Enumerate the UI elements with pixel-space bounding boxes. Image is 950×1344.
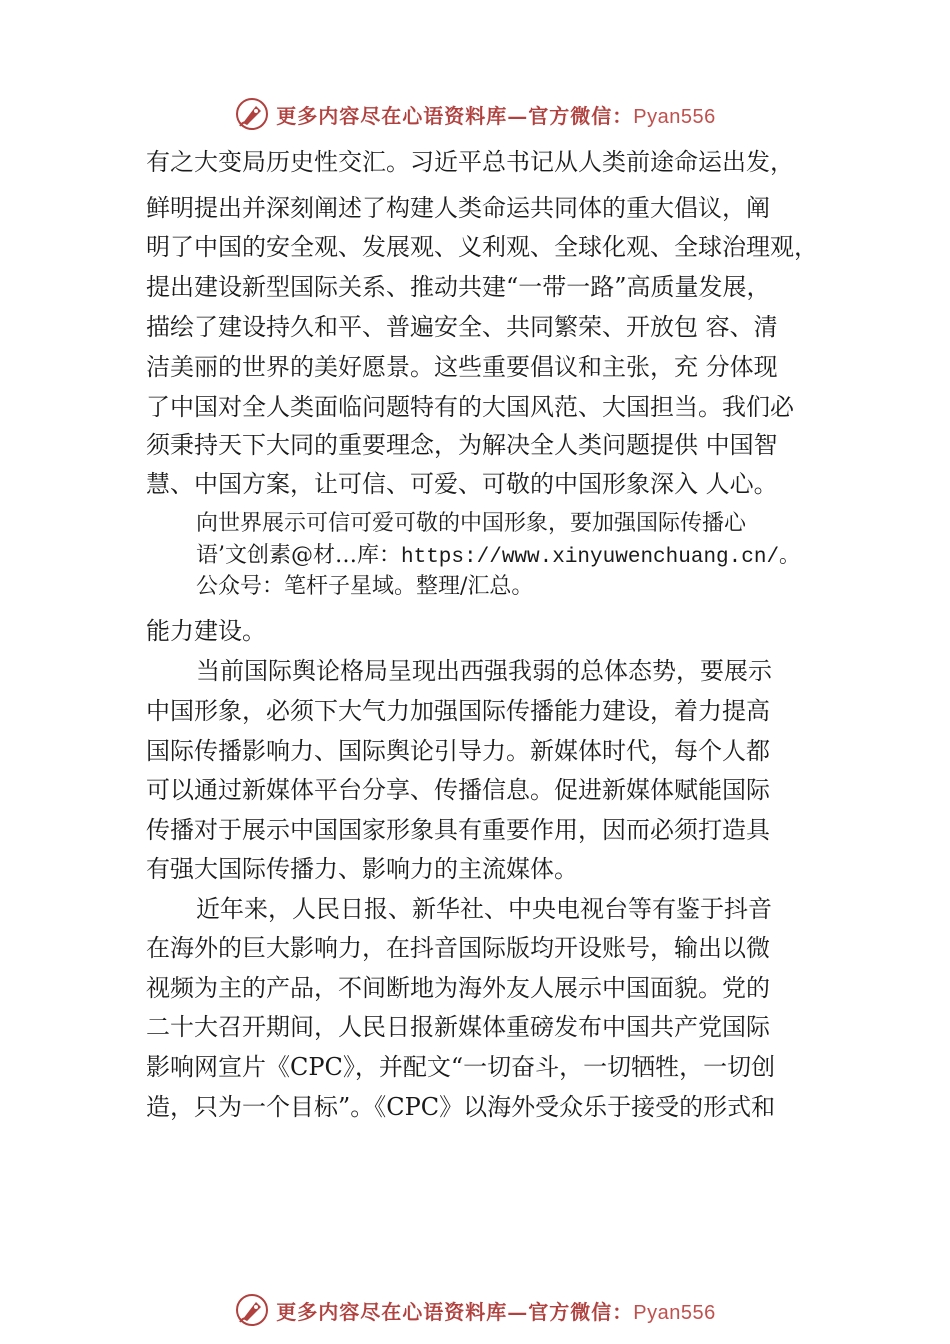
text-line: 了中国对全人类面临问题特有的大国风范、大国担当。我们必: [146, 393, 794, 421]
text-line: 近年来，人民日报、新华社、中央电视台等有鉴于抖音: [196, 895, 772, 923]
insert-url-link[interactable]: https://www.xinyuwenchuang.cn/。: [401, 546, 801, 569]
continuation-line: 能力建设。: [146, 617, 266, 645]
header-wechat-label: 官方微信：: [528, 103, 634, 128]
text-line: 描绘了建设持久和平、普遍安全、共同繁荣、开放包 容、清: [146, 313, 778, 341]
footer-account: Pyan556: [633, 1301, 716, 1324]
pen-nib-logo-icon: [234, 96, 270, 132]
footer-wechat-label: 官方微信：: [528, 1299, 634, 1324]
text-line: 国际传播影响力、国际舆论引导力。新媒体时代，每个人都: [146, 737, 770, 765]
text-line: 有之大变局历史性交汇。习近平总书记从人类前途命运出发，: [146, 148, 794, 176]
insert-line-2-prefix: 语’文创素@材…库：: [196, 543, 401, 568]
text-line: 当前国际舆论格局呈现出西强我弱的总体态势，要展示: [196, 657, 772, 685]
text-line: 在海外的巨大影响力，在抖音国际版均开设账号，输出以微: [146, 934, 770, 962]
text-line: 可以通过新媒体平台分享、传播信息。促进新媒体赋能国际: [146, 776, 770, 804]
text-line: 洁美丽的世界的美好愿景。这些重要倡议和主张，充 分体现: [146, 353, 778, 381]
pen-nib-logo-icon: [234, 1292, 270, 1328]
footer-dash: —: [507, 1299, 529, 1324]
header-account: Pyan556: [633, 105, 716, 128]
text-line: 传播对于展示中国国家形象具有重要作用，因而必须打造具: [146, 816, 770, 844]
text-line: 中国形象，必须下大气力加强国际传播能力建设，着力提高: [146, 697, 770, 725]
text-line: 造，只为一个目标”。《CPC》以海外受众乐于接受的形式和: [146, 1093, 776, 1121]
footer-text: [276, 1296, 715, 1325]
header-banner: [0, 94, 950, 134]
insert-line-2: [196, 542, 800, 572]
text-line: 有强大国际传播力、影响力的主流媒体。: [146, 855, 578, 883]
text-line: 提出建设新型国际关系、推动共建“一带一路”高质量发展，: [146, 273, 771, 301]
text-line: 明了中国的安全观、发展观、义利观、全球化观、全球治理观，: [146, 233, 818, 261]
text-line: 慧、中国方案，让可信、可爱、可敬的中国形象深入 人心。: [146, 470, 778, 498]
footer-banner: [0, 1290, 950, 1330]
header-site: 更多内容尽在心语资料库: [276, 103, 508, 128]
insert-line-1: 向世界展示可信可爱可敬的中国形象，要加强国际传播心: [196, 511, 747, 536]
header-text: [276, 100, 715, 129]
header-dash: —: [507, 103, 529, 128]
text-line: 二十大召开期间，人民日报新媒体重磅发布中国共产党国际: [146, 1013, 770, 1041]
text-line: 须秉持天下大同的重要理念，为解决全人类问题提供 中国智: [146, 431, 778, 459]
text-line: 影响网宣片《CPC》，并配文“一切奋斗，一切牺牲，一切创: [146, 1053, 776, 1081]
insert-line-3: 公众号：笔杆子星域。整理/汇总。: [196, 574, 534, 599]
footer-site: 更多内容尽在心语资料库: [276, 1299, 508, 1324]
text-line: 鲜明提出并深刻阐述了构建人类命运共同体的重大倡议，阐: [146, 194, 770, 222]
text-line: 视频为主的产品，不间断地为海外友人展示中国面貌。党的: [146, 974, 770, 1002]
